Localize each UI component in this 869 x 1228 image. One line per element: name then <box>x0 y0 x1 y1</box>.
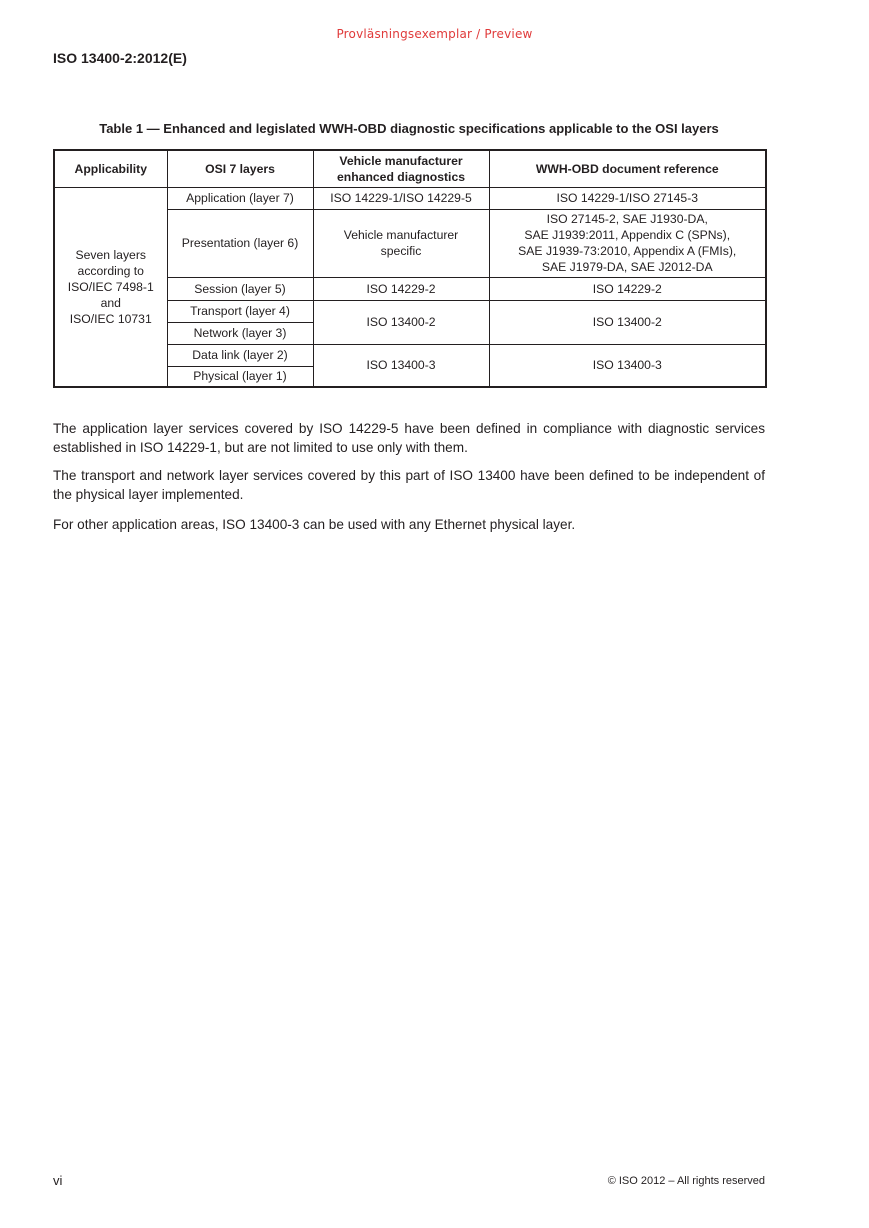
table-header-row <box>54 150 766 187</box>
osi-layer-cell: Network (layer 3) <box>167 322 313 344</box>
applicability-cell: Seven layers according to ISO/IEC 7498-1 and ISO/IEC 10731 <box>54 187 167 387</box>
osi-layer-cell: Session (layer 5) <box>167 277 313 300</box>
body-paragraph: The application layer services covered by ISO 14229-5 have been defined in compliance with diagnostic services established in ISO 14229-1, but are not limited to use only with them. <box>53 421 765 455</box>
copyright-notice: © ISO 2012 – All rights reserved <box>607 1175 765 1187</box>
column-header-vehicle-manufacturer: Vehicle manufacturer enhanced diagnostics <box>313 150 489 187</box>
wwh-obd-reference-cell: ISO 27145-2, SAE J1930-DA, SAE J1939:2011, Appendix C (SPNs), SAE J1939-73:2010, Appendix A (FMIs), SAE J1979-DA, SAE J2012-DA <box>489 209 766 277</box>
body-paragraph: For other application areas, ISO 13400-3 can be used with any Ethernet physical layer. <box>53 517 576 532</box>
osi-layer-cell: Transport (layer 4) <box>167 300 313 322</box>
preview-watermark: Provläsningsexemplar / Preview <box>336 27 533 41</box>
vm-diagnostics-cell: ISO 13400-2 <box>313 300 489 344</box>
wwh-obd-reference-cell: ISO 14229-2 <box>489 277 766 300</box>
wwh-obd-reference-cell: ISO 13400-3 <box>489 344 766 387</box>
vm-diagnostics-cell: ISO 14229-2 <box>313 277 489 300</box>
osi-layer-cell: Data link (layer 2) <box>167 344 313 366</box>
osi-specifications-table <box>53 149 767 388</box>
document-id: ISO 13400-2:2012(E) <box>53 50 187 66</box>
vm-diagnostics-cell: Vehicle manufacturer specific <box>313 209 489 277</box>
table-title: Table 1 — Enhanced and legislated WWH-OBD diagnostic specifications applicable to the OSI layers <box>99 121 719 136</box>
osi-layer-cell: Application (layer 7) <box>167 187 313 209</box>
vm-diagnostics-cell: ISO 14229-1/ISO 14229-5 <box>313 187 489 209</box>
page-number: vi <box>53 1173 63 1188</box>
osi-layer-cell: Physical (layer 1) <box>167 366 313 387</box>
osi-layer-cell: Presentation (layer 6) <box>167 209 313 277</box>
wwh-obd-reference-cell: ISO 14229-1/ISO 27145-3 <box>489 187 766 209</box>
column-header-applicability: Applicability <box>54 150 167 187</box>
wwh-obd-reference-cell: ISO 13400-2 <box>489 300 766 344</box>
vm-diagnostics-cell: ISO 13400-3 <box>313 344 489 387</box>
body-paragraph: The transport and network layer services covered by this part of ISO 13400 have been defined to be independent of the physical layer implemented. <box>53 468 765 502</box>
table-row <box>54 187 766 209</box>
column-header-osi-layers: OSI 7 layers <box>167 150 313 187</box>
column-header-wwh-obd-reference: WWH-OBD document reference <box>489 150 766 187</box>
